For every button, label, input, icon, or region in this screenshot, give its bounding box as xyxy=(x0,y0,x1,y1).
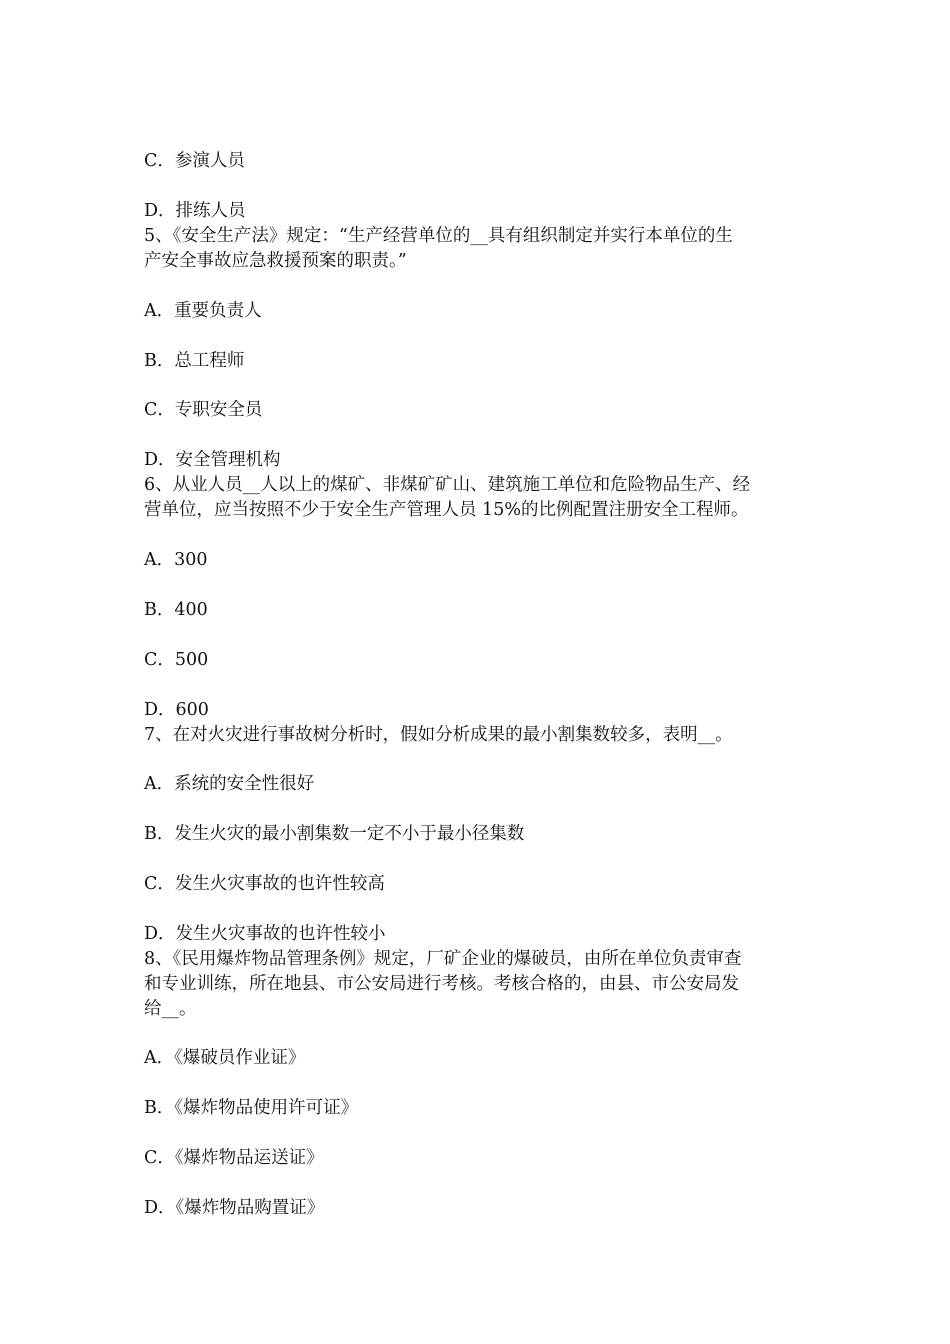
q7-option-a: A．系统的安全性很好 xyxy=(144,774,315,794)
q6-stem-line-1: 6、从业人员__人以上的煤矿、非煤矿矿山、建筑施工单位和危险物品生产、经 xyxy=(144,475,751,495)
q5-stem-line-1: 5、《安全生产法》规定：“生产经营单位的__具有组织制定并实行本单位的生 xyxy=(144,226,733,246)
q7-option-b: B．发生火灾的最小割集数一定不小于最小径集数 xyxy=(144,824,525,844)
q6-option-c: C．500 xyxy=(144,650,209,670)
q6-stem-line-2: 营单位，应当按照不少于安全生产管理人员 15%的比例配置注册安全工程师。 xyxy=(144,500,749,520)
q7-option-d: D．发生火灾事故的也许性较小 xyxy=(144,924,386,944)
q5-option-a: A．重要负责人 xyxy=(144,301,262,321)
q6-option-a: A．300 xyxy=(144,550,208,570)
q6-option-b: B．400 xyxy=(144,600,208,620)
q5-option-b: B．总工程师 xyxy=(144,351,245,371)
q8-option-a: A．《爆破员作业证》 xyxy=(144,1048,306,1068)
q8-option-d: D．《爆炸物品购置证》 xyxy=(144,1198,325,1218)
q5-stem-line-2: 产安全事故应急救援预案的职责。” xyxy=(144,251,407,271)
q4-option-c: C．参演人员 xyxy=(144,151,245,171)
q5-option-c: C．专职安全员 xyxy=(144,400,263,420)
q8-stem-line-2: 和专业训练，所在地县、市公安局进行考核。考核合格的，由县、市公安局发 xyxy=(144,974,739,994)
q7-option-c: C．发生火灾事故的也许性较高 xyxy=(144,874,385,894)
q8-stem-line-1: 8、《民用爆炸物品管理条例》规定，厂矿企业的爆破员，由所在单位负责审查 xyxy=(144,949,742,969)
q5-option-d: D．安全管理机构 xyxy=(144,450,281,470)
q8-stem-line-3: 给__。 xyxy=(144,999,197,1019)
q8-option-c: C．《爆炸物品运送证》 xyxy=(144,1148,324,1168)
q8-option-b: B．《爆炸物品使用许可证》 xyxy=(144,1098,359,1118)
q4-option-d: D．排练人员 xyxy=(144,201,246,221)
q6-option-d: D．600 xyxy=(144,700,209,720)
q7-stem-line-1: 7、在对火灾进行事故树分析时，假如分析成果的最小割集数较多，表明__。 xyxy=(144,725,733,745)
